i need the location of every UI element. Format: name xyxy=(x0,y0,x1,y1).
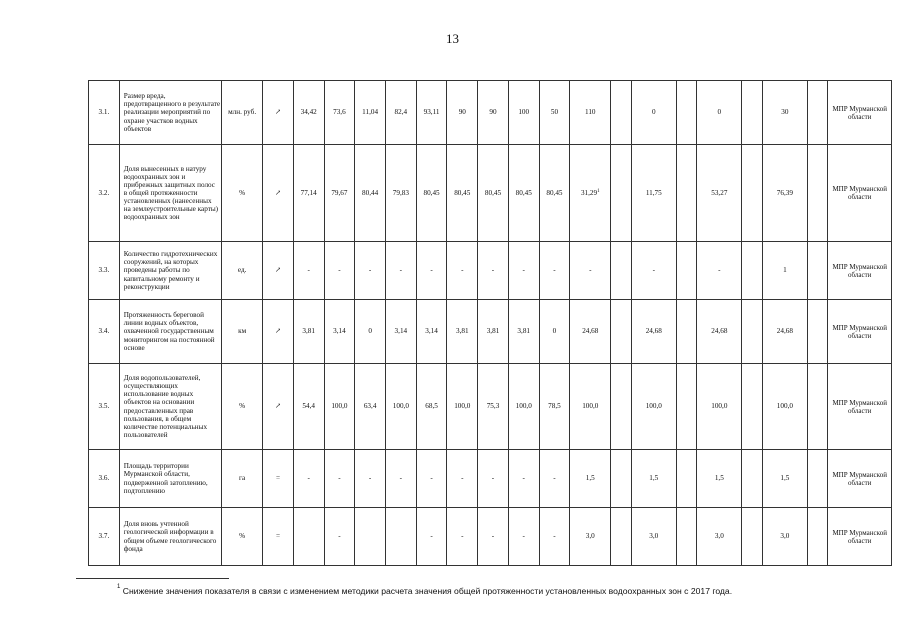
value-cell xyxy=(570,300,611,364)
responsible-cell: МПР Мурманской области xyxy=(828,508,892,566)
value-cell: - xyxy=(324,242,355,300)
empty-cell xyxy=(611,300,631,364)
empty-cell xyxy=(676,300,696,364)
value-cell: 80,45 xyxy=(447,145,478,242)
value-text: 3,0 xyxy=(585,532,595,541)
indicator-name: Протяженность береговой линии водных объектов, охваченной государственным мониторингом на постоянной основе xyxy=(119,300,221,364)
empty-cell xyxy=(742,242,762,300)
row-index: 3.6. xyxy=(89,450,120,508)
value-cell: - xyxy=(539,242,570,300)
row-index: 3.2. xyxy=(89,145,120,242)
responsible-cell: МПР Мурманской области xyxy=(828,145,892,242)
footnote-text: Снижение значения показателя в связи с изменением методики расчета значения общей протяженности установленных водоохранных зон с 2017 года. xyxy=(122,586,733,596)
empty-cell xyxy=(611,81,631,145)
empty-cell xyxy=(611,364,631,450)
value-cell: 50 xyxy=(539,81,570,145)
value-cell: 0 xyxy=(355,300,386,364)
value-cell: 100,0 xyxy=(324,364,355,450)
unit-cell: % xyxy=(222,145,263,242)
empty-cell xyxy=(742,81,762,145)
value-cell: - xyxy=(447,242,478,300)
value-cell: - xyxy=(508,508,539,566)
value-cell: 1,5 xyxy=(762,450,807,508)
value-cell: 80,45 xyxy=(416,145,447,242)
value-cell: 100,0 xyxy=(697,364,742,450)
value-text: 100,0 xyxy=(582,402,599,411)
value-cell xyxy=(570,450,611,508)
trend-cell: ↗ xyxy=(263,81,294,145)
empty-cell xyxy=(611,508,631,566)
value-cell: 100,0 xyxy=(762,364,807,450)
empty-cell xyxy=(676,450,696,508)
value-cell: 30 xyxy=(762,81,807,145)
value-cell: 1,5 xyxy=(697,450,742,508)
value-cell: 80,45 xyxy=(478,145,509,242)
indicator-name: Доля вновь учтенной геологической информации в общем объеме геологического фонда xyxy=(119,508,221,566)
value-text: - xyxy=(589,266,592,275)
value-cell: - xyxy=(385,242,416,300)
value-cell: 100,0 xyxy=(631,364,676,450)
empty-cell xyxy=(676,364,696,450)
value-cell: - xyxy=(293,242,324,300)
value-cell: 0 xyxy=(697,81,742,145)
value-cell: - xyxy=(416,508,447,566)
value-cell: - xyxy=(478,450,509,508)
value-cell: 63,4 xyxy=(355,364,386,450)
trend-cell: ↗ xyxy=(263,242,294,300)
empty-cell xyxy=(807,242,827,300)
row-index: 3.3. xyxy=(89,242,120,300)
value-cell xyxy=(293,508,324,566)
value-cell: - xyxy=(324,450,355,508)
empty-cell xyxy=(676,81,696,145)
unit-cell: млн. руб. xyxy=(222,81,263,145)
value-cell: 90 xyxy=(447,81,478,145)
value-cell: 80,44 xyxy=(355,145,386,242)
value-cell: 3,0 xyxy=(631,508,676,566)
value-cell: 11,75 xyxy=(631,145,676,242)
value-cell: - xyxy=(697,242,742,300)
value-cell xyxy=(570,508,611,566)
value-cell: - xyxy=(416,242,447,300)
value-cell: - xyxy=(478,508,509,566)
row-index: 3.7. xyxy=(89,508,120,566)
row-index: 3.5. xyxy=(89,364,120,450)
page-number: 13 xyxy=(446,31,459,46)
empty-cell xyxy=(676,508,696,566)
value-cell: - xyxy=(539,508,570,566)
value-cell: - xyxy=(478,242,509,300)
value-cell: 76,39 xyxy=(762,145,807,242)
responsible-cell: МПР Мурманской области xyxy=(828,242,892,300)
value-cell: - xyxy=(355,450,386,508)
value-cell: 100,0 xyxy=(508,364,539,450)
empty-cell xyxy=(807,300,827,364)
value-cell xyxy=(385,508,416,566)
value-cell: 34,42 xyxy=(293,81,324,145)
value-cell: - xyxy=(508,450,539,508)
value-cell xyxy=(570,145,611,242)
trend-cell: ↗ xyxy=(263,300,294,364)
footnote-ref: 1 xyxy=(597,188,600,194)
footnote-separator xyxy=(76,578,229,579)
value-cell xyxy=(570,364,611,450)
row-index: 3.1. xyxy=(89,81,120,145)
trend-cell: = xyxy=(263,508,294,566)
responsible-cell: МПР Мурманской области xyxy=(828,81,892,145)
table-row xyxy=(89,508,892,566)
value-cell: 77,14 xyxy=(293,145,324,242)
trend-cell: ↗ xyxy=(263,145,294,242)
table-row xyxy=(89,300,892,364)
empty-cell xyxy=(807,450,827,508)
value-cell: 1 xyxy=(762,242,807,300)
value-cell: 93,11 xyxy=(416,81,447,145)
value-cell: - xyxy=(447,508,478,566)
footnote xyxy=(117,586,732,596)
indicator-name: Доля вынесенных в натуру водоохранных зон и прибрежных защитных полос в общей протяженности установленных (нанесенных на землеустроительные карты) водоохранных зон xyxy=(119,145,221,242)
unit-cell: км xyxy=(222,300,263,364)
value-cell: 53,27 xyxy=(697,145,742,242)
value-cell: - xyxy=(631,242,676,300)
value-cell: 73,6 xyxy=(324,81,355,145)
value-text: 24,68 xyxy=(582,327,599,336)
value-cell: 80,45 xyxy=(539,145,570,242)
empty-cell xyxy=(676,145,696,242)
value-cell xyxy=(570,242,611,300)
table-row xyxy=(89,145,892,242)
value-cell: 90 xyxy=(478,81,509,145)
value-cell: 11,04 xyxy=(355,81,386,145)
value-cell: 79,67 xyxy=(324,145,355,242)
value-cell: 54,4 xyxy=(293,364,324,450)
empty-cell xyxy=(742,364,762,450)
responsible-cell: МПР Мурманской области xyxy=(828,450,892,508)
table-row xyxy=(89,242,892,300)
value-cell: 0 xyxy=(539,300,570,364)
value-cell: 78,5 xyxy=(539,364,570,450)
value-cell: 3,81 xyxy=(478,300,509,364)
empty-cell xyxy=(742,300,762,364)
indicator-name: Количество гидротехнических сооружений, на которых проведены работы по капитальному ремонту и реконструкции xyxy=(119,242,221,300)
unit-cell: % xyxy=(222,508,263,566)
value-text: 1,5 xyxy=(585,474,595,483)
value-cell xyxy=(355,508,386,566)
value-cell: 79,83 xyxy=(385,145,416,242)
empty-cell xyxy=(807,508,827,566)
value-cell xyxy=(570,81,611,145)
indicator-name: Площадь территории Мурманской области, подверженной затоплению, подтоплению xyxy=(119,450,221,508)
value-cell: 3,14 xyxy=(324,300,355,364)
value-cell: 3,81 xyxy=(447,300,478,364)
unit-cell: % xyxy=(222,364,263,450)
empty-cell xyxy=(807,364,827,450)
responsible-cell: МПР Мурманской области xyxy=(828,300,892,364)
responsible-cell: МПР Мурманской области xyxy=(828,364,892,450)
unit-cell: га xyxy=(222,450,263,508)
value-cell: 82,4 xyxy=(385,81,416,145)
value-cell: 100 xyxy=(508,81,539,145)
indicator-name: Доля водопользователей, осуществляющих использование водных объектов на основании предоставленных прав пользования, в общем количестве потенциальных пользователей xyxy=(119,364,221,450)
indicator-name: Размер вреда, предотвращенного в результате реализации мероприятий по охране участков водных объектов xyxy=(119,81,221,145)
value-cell: 100,0 xyxy=(385,364,416,450)
value-cell: 3,14 xyxy=(385,300,416,364)
value-cell: 0 xyxy=(631,81,676,145)
value-cell: 24,68 xyxy=(697,300,742,364)
empty-cell xyxy=(611,450,631,508)
value-cell: 1,5 xyxy=(631,450,676,508)
value-cell: 24,68 xyxy=(762,300,807,364)
value-text: 31,29 xyxy=(580,188,598,197)
value-cell: 24,68 xyxy=(631,300,676,364)
value-cell: - xyxy=(324,508,355,566)
value-cell: - xyxy=(508,242,539,300)
unit-cell: ед. xyxy=(222,242,263,300)
empty-cell xyxy=(676,242,696,300)
value-cell: 100,0 xyxy=(447,364,478,450)
value-cell: - xyxy=(385,450,416,508)
table-row xyxy=(89,364,892,450)
value-cell: 3,81 xyxy=(293,300,324,364)
table-row xyxy=(89,81,892,145)
empty-cell xyxy=(742,508,762,566)
empty-cell xyxy=(807,81,827,145)
value-cell: 80,45 xyxy=(508,145,539,242)
indicators-table xyxy=(88,80,892,566)
value-cell: 3,0 xyxy=(762,508,807,566)
empty-cell xyxy=(611,242,631,300)
table-row xyxy=(89,450,892,508)
value-cell: 3,0 xyxy=(697,508,742,566)
value-cell: 68,5 xyxy=(416,364,447,450)
row-index: 3.4. xyxy=(89,300,120,364)
empty-cell xyxy=(742,450,762,508)
footnote-mark: 1 xyxy=(117,584,121,590)
value-cell: - xyxy=(447,450,478,508)
value-cell: 3,14 xyxy=(416,300,447,364)
empty-cell xyxy=(807,145,827,242)
value-cell: 3,81 xyxy=(508,300,539,364)
value-cell: 75,3 xyxy=(478,364,509,450)
value-text: 110 xyxy=(585,108,596,117)
value-cell: - xyxy=(539,450,570,508)
value-cell: - xyxy=(293,450,324,508)
empty-cell xyxy=(611,145,631,242)
trend-cell: = xyxy=(263,450,294,508)
value-cell: - xyxy=(355,242,386,300)
trend-cell: ↗ xyxy=(263,364,294,450)
empty-cell xyxy=(742,145,762,242)
value-cell: - xyxy=(416,450,447,508)
